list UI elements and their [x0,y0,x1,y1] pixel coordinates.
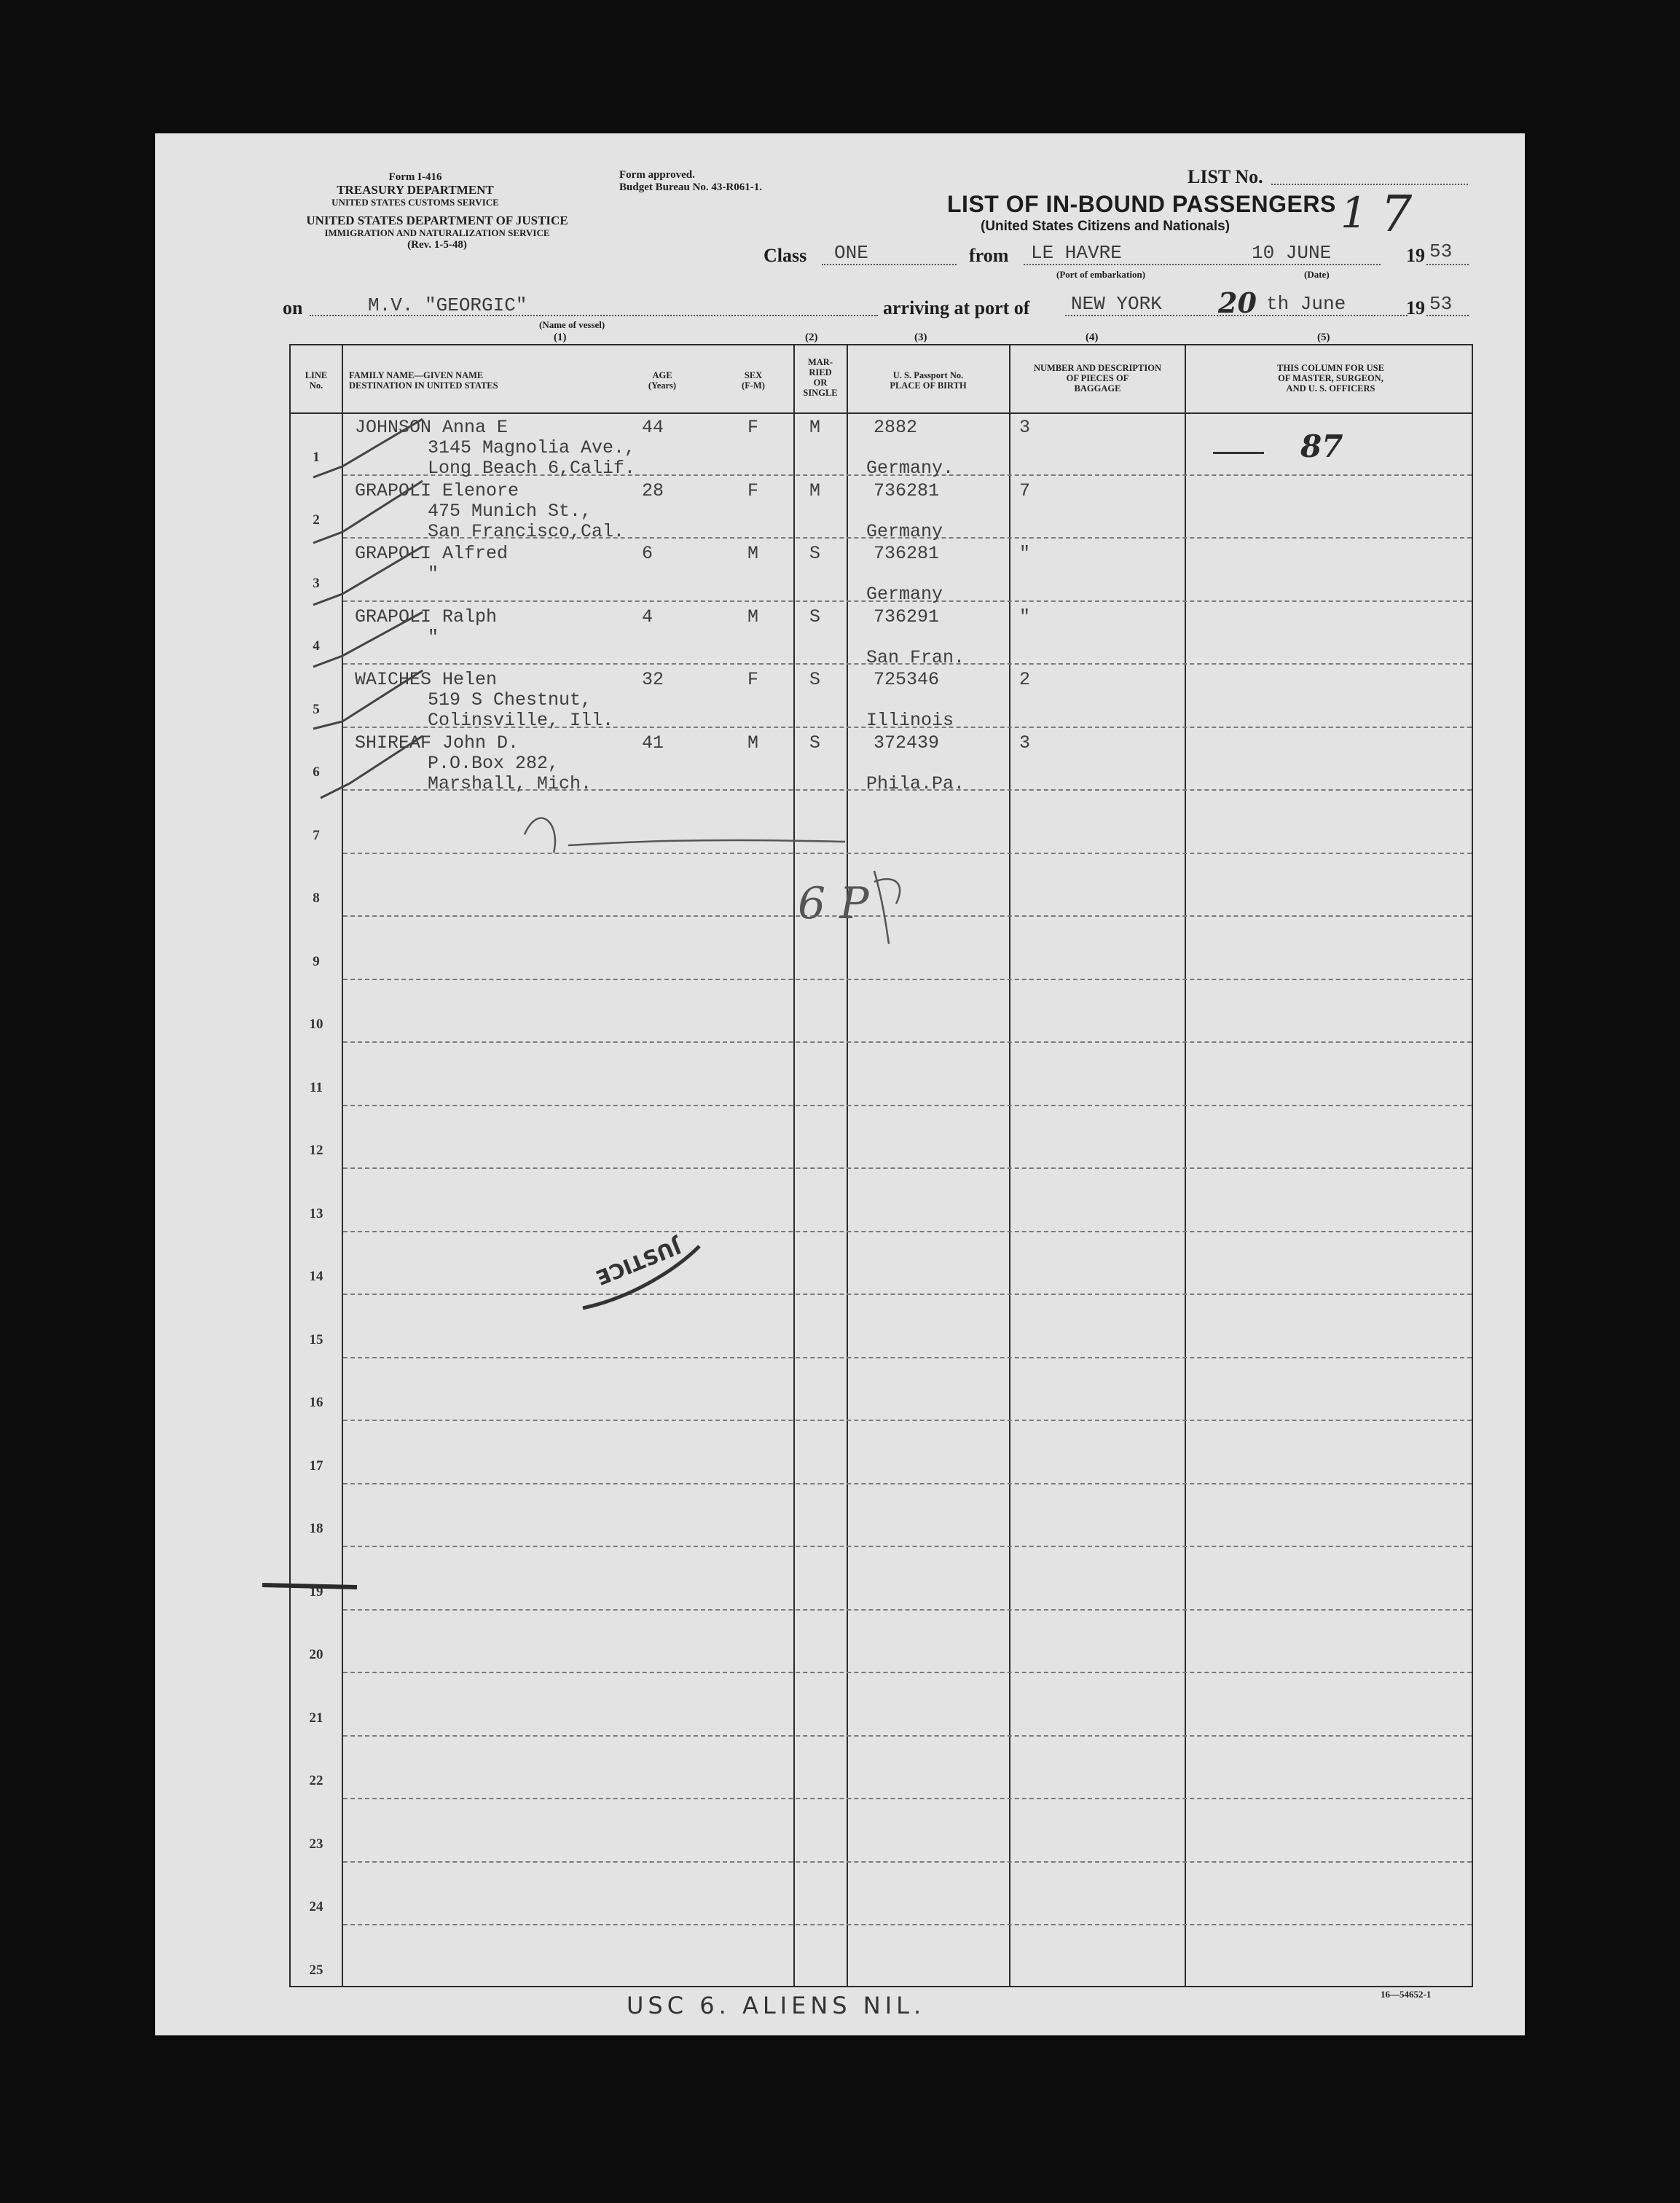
row-rule [343,1609,1472,1611]
passenger-name: GRAPOLI Elenore [355,480,519,501]
page-title: LIST OF IN-BOUND PASSENGERS [947,191,1336,217]
justice-header [280,214,594,251]
class-label: Class [764,245,807,266]
header-passport: U. S. Passport No. PLACE OF BIRTH [890,370,967,391]
line-number: 22 [309,1773,323,1788]
baggage-count: 3 [1019,417,1031,438]
passport-number: 725346 [874,669,940,690]
row-rule [343,1231,1472,1232]
passenger-age: 41 [642,732,664,754]
row-rule [343,1672,1472,1673]
bottom-note: USC 6. ALIENS NIL. [627,1992,926,2019]
passenger-name: SHIREAF John D. [355,732,519,754]
baggage-count: 3 [1019,732,1031,754]
passenger-age: 44 [642,417,664,438]
vessel-name: M.V. "GEORGIC" [368,294,527,316]
header-line-no: LINE No. [305,370,328,391]
passenger-name: GRAPOLI Ralph [355,606,498,627]
passenger-marital: S [809,732,821,754]
passenger-sex: M [747,606,759,627]
arrival-port: NEW YORK [1071,293,1162,315]
passenger-address-2: Long Beach 6,Calif. [428,458,636,479]
place-of-birth: Germany. [866,458,954,479]
passport-number: 736291 [874,606,940,627]
revision: (Rev. 1-5-48) [407,239,467,251]
year-prefix: 19 [1406,245,1425,266]
passenger-marital: S [809,669,821,690]
row-rule [343,1861,1472,1863]
list-no-underline [1271,184,1468,185]
passenger-address-1: 3145 Magnolia Ave., [428,437,636,458]
passenger-marital: M [809,417,821,438]
departure-year: 53 [1429,240,1453,262]
from-label: from [969,245,1009,266]
line-number: 24 [309,1899,323,1914]
line-number: 25 [309,1962,323,1978]
vessel-caption: (Name of vessel) [539,319,605,330]
line-number: 11 [310,1079,323,1095]
line-number: 6 [313,764,320,780]
place-of-birth: Germany [866,520,943,542]
row-rule [343,915,1472,917]
arrival-year-prefix: 19 [1406,297,1425,318]
passport-number: 736281 [874,480,940,501]
col-number-1: (1) [554,332,567,343]
line-number: 1 [313,449,320,465]
line-number: 13 [309,1205,323,1221]
port-embark-caption: (Port of embarkation) [1056,269,1146,280]
passenger-age: 32 [642,669,664,690]
class-underline [822,264,957,265]
line-number: 9 [313,953,320,969]
col-divider [1009,345,1010,1986]
row-rule [343,1357,1472,1358]
passenger-sex: F [747,480,759,501]
line-number: 20 [309,1647,323,1662]
footer-code: 16—54652-1 [1381,1989,1432,2000]
passenger-sex: M [747,543,759,564]
place-of-birth: Phila.Pa. [866,772,965,794]
line-number: 19 [309,1584,323,1600]
page-subtitle: (United States Citizens and Nationals) [981,219,1230,234]
passenger-age: 28 [642,480,664,501]
row-rule [343,853,1472,854]
date-caption: (Date) [1304,269,1330,280]
passenger-address-2: San Francisco,Cal. [428,520,625,542]
line-number: 18 [309,1521,323,1536]
header-name: FAMILY NAME—GIVEN NAME DESTINATION IN UNITED STATES [349,370,498,391]
line-number: 2 [313,512,320,528]
col-number-3: (3) [914,332,927,343]
row-rule [343,1294,1472,1295]
treasury-dept: TREASURY DEPARTMENT [337,183,494,197]
row-rule [343,1420,1472,1421]
list-number-hand: 7 [1381,186,1413,243]
vessel-underline [310,315,878,316]
row-rule [343,1735,1472,1737]
line-number: 15 [309,1331,323,1347]
col-divider [847,345,848,1986]
passenger-address-1: 475 Munich St., [428,500,592,522]
line-number: 7 [313,827,320,843]
row-rule [343,1798,1472,1799]
header-officers: THIS COLUMN FOR USE OF MASTER, SURGEON, AND U. S. OFFICERS [1277,363,1384,394]
header-age: AGE (Years) [648,370,677,391]
passenger-address-2: Marshall, Mich. [428,772,592,794]
line-number: 14 [309,1269,323,1284]
passenger-sex: F [747,669,759,690]
passenger-name: GRAPOLI Alfred [355,543,509,564]
passport-number: 736281 [874,543,940,564]
passenger-marital: M [809,480,821,501]
passport-number: 372439 [874,732,940,754]
row-rule [343,1105,1472,1106]
form-header-left [321,171,510,208]
line-number: 23 [309,1836,323,1852]
form-approved-label: Form approved. [619,169,695,181]
passenger-sex: M [747,732,759,754]
baggage-count: 7 [1019,480,1031,501]
passenger-table [289,344,1473,1987]
line-number: 17 [309,1457,323,1474]
departure-date: 10 JUNE [1252,242,1332,264]
form-approval [619,169,762,194]
row-rule [343,979,1472,980]
row-rule [343,1041,1472,1043]
row-rule [343,1924,1472,1925]
passenger-age: 4 [642,606,653,627]
ins-service: IMMIGRATION AND NATURALIZATION SERVICE [324,227,550,238]
baggage-count: " [1019,543,1031,564]
class-value: ONE [834,242,868,264]
passenger-age: 6 [642,543,653,564]
justice-dept: UNITED STATES DEPARTMENT OF JUSTICE [306,214,568,227]
stamp-mark: JUSTICE [592,1234,685,1290]
passenger-name: JOHNSON Anna E [355,417,509,438]
place-of-birth: Illinois [866,710,954,731]
arrival-year-underline [1426,315,1469,316]
baggage-count: 2 [1019,669,1031,690]
embark-underline [1024,264,1381,265]
col-divider [1185,345,1186,1986]
line-number: 16 [309,1395,323,1410]
passenger-sex: F [747,417,759,438]
header-baggage: NUMBER AND DESCRIPTION OF PIECES OF BAGGAGE [1033,363,1162,394]
passenger-address-1: " [428,563,439,584]
row-rule [343,1167,1472,1169]
col-divider [342,345,343,1986]
arriving-label: arriving at port of [883,297,1030,318]
line-number: 3 [313,575,320,591]
line-number: 8 [313,891,320,906]
officer-mark: 87 [1300,429,1343,464]
on-label: on [283,297,303,318]
customs-service: UNITED STATES CUSTOMS SERVICE [331,197,499,208]
port-of-embarkation: LE HAVRE [1031,242,1122,264]
arrival-day: 20 [1218,286,1257,319]
row-rule [343,1546,1472,1547]
place-of-birth: Germany [866,584,943,605]
passenger-name: WAICHES Helen [355,669,498,690]
year-underline [1426,264,1469,265]
header-sex: SEX (F-M) [742,370,765,391]
line-number: 12 [309,1143,323,1158]
form-number: Form I-416 [388,171,442,183]
line-number: 10 [309,1017,323,1032]
place-of-birth: San Fran. [866,646,965,668]
header-married: MAR- RIED OR SINGLE [803,357,838,398]
passenger-address-1: P.O.Box 282, [428,752,560,774]
header-rule [291,412,1472,414]
passenger-marital: S [809,606,821,627]
list-no-label: LIST No. [1188,166,1263,187]
col-number-4: (4) [1086,332,1099,343]
list-no-value: 1 [1341,188,1367,238]
baggage-count: " [1019,606,1031,627]
col-number-5: (5) [1317,332,1330,343]
initials: 6 P [798,878,869,929]
arrival-year: 53 [1429,293,1453,315]
arrival-date: th June [1266,293,1346,315]
passenger-address-1: 519 S Chestnut, [428,689,592,711]
line-number: 4 [313,638,320,654]
passenger-marital: S [809,543,821,564]
budget-bureau-no: Budget Bureau No. 43-R061-1. [619,181,762,193]
line-number: 21 [309,1710,323,1726]
officer-dash [1213,452,1264,454]
line-number: 5 [313,701,320,717]
passport-number: 2882 [874,417,918,438]
row-rule [343,1483,1472,1484]
passenger-address-1: " [428,626,439,648]
col-number-2: (2) [805,332,818,343]
col-divider [793,345,795,1986]
passenger-address-2: Colinsville, Ill. [428,710,614,731]
